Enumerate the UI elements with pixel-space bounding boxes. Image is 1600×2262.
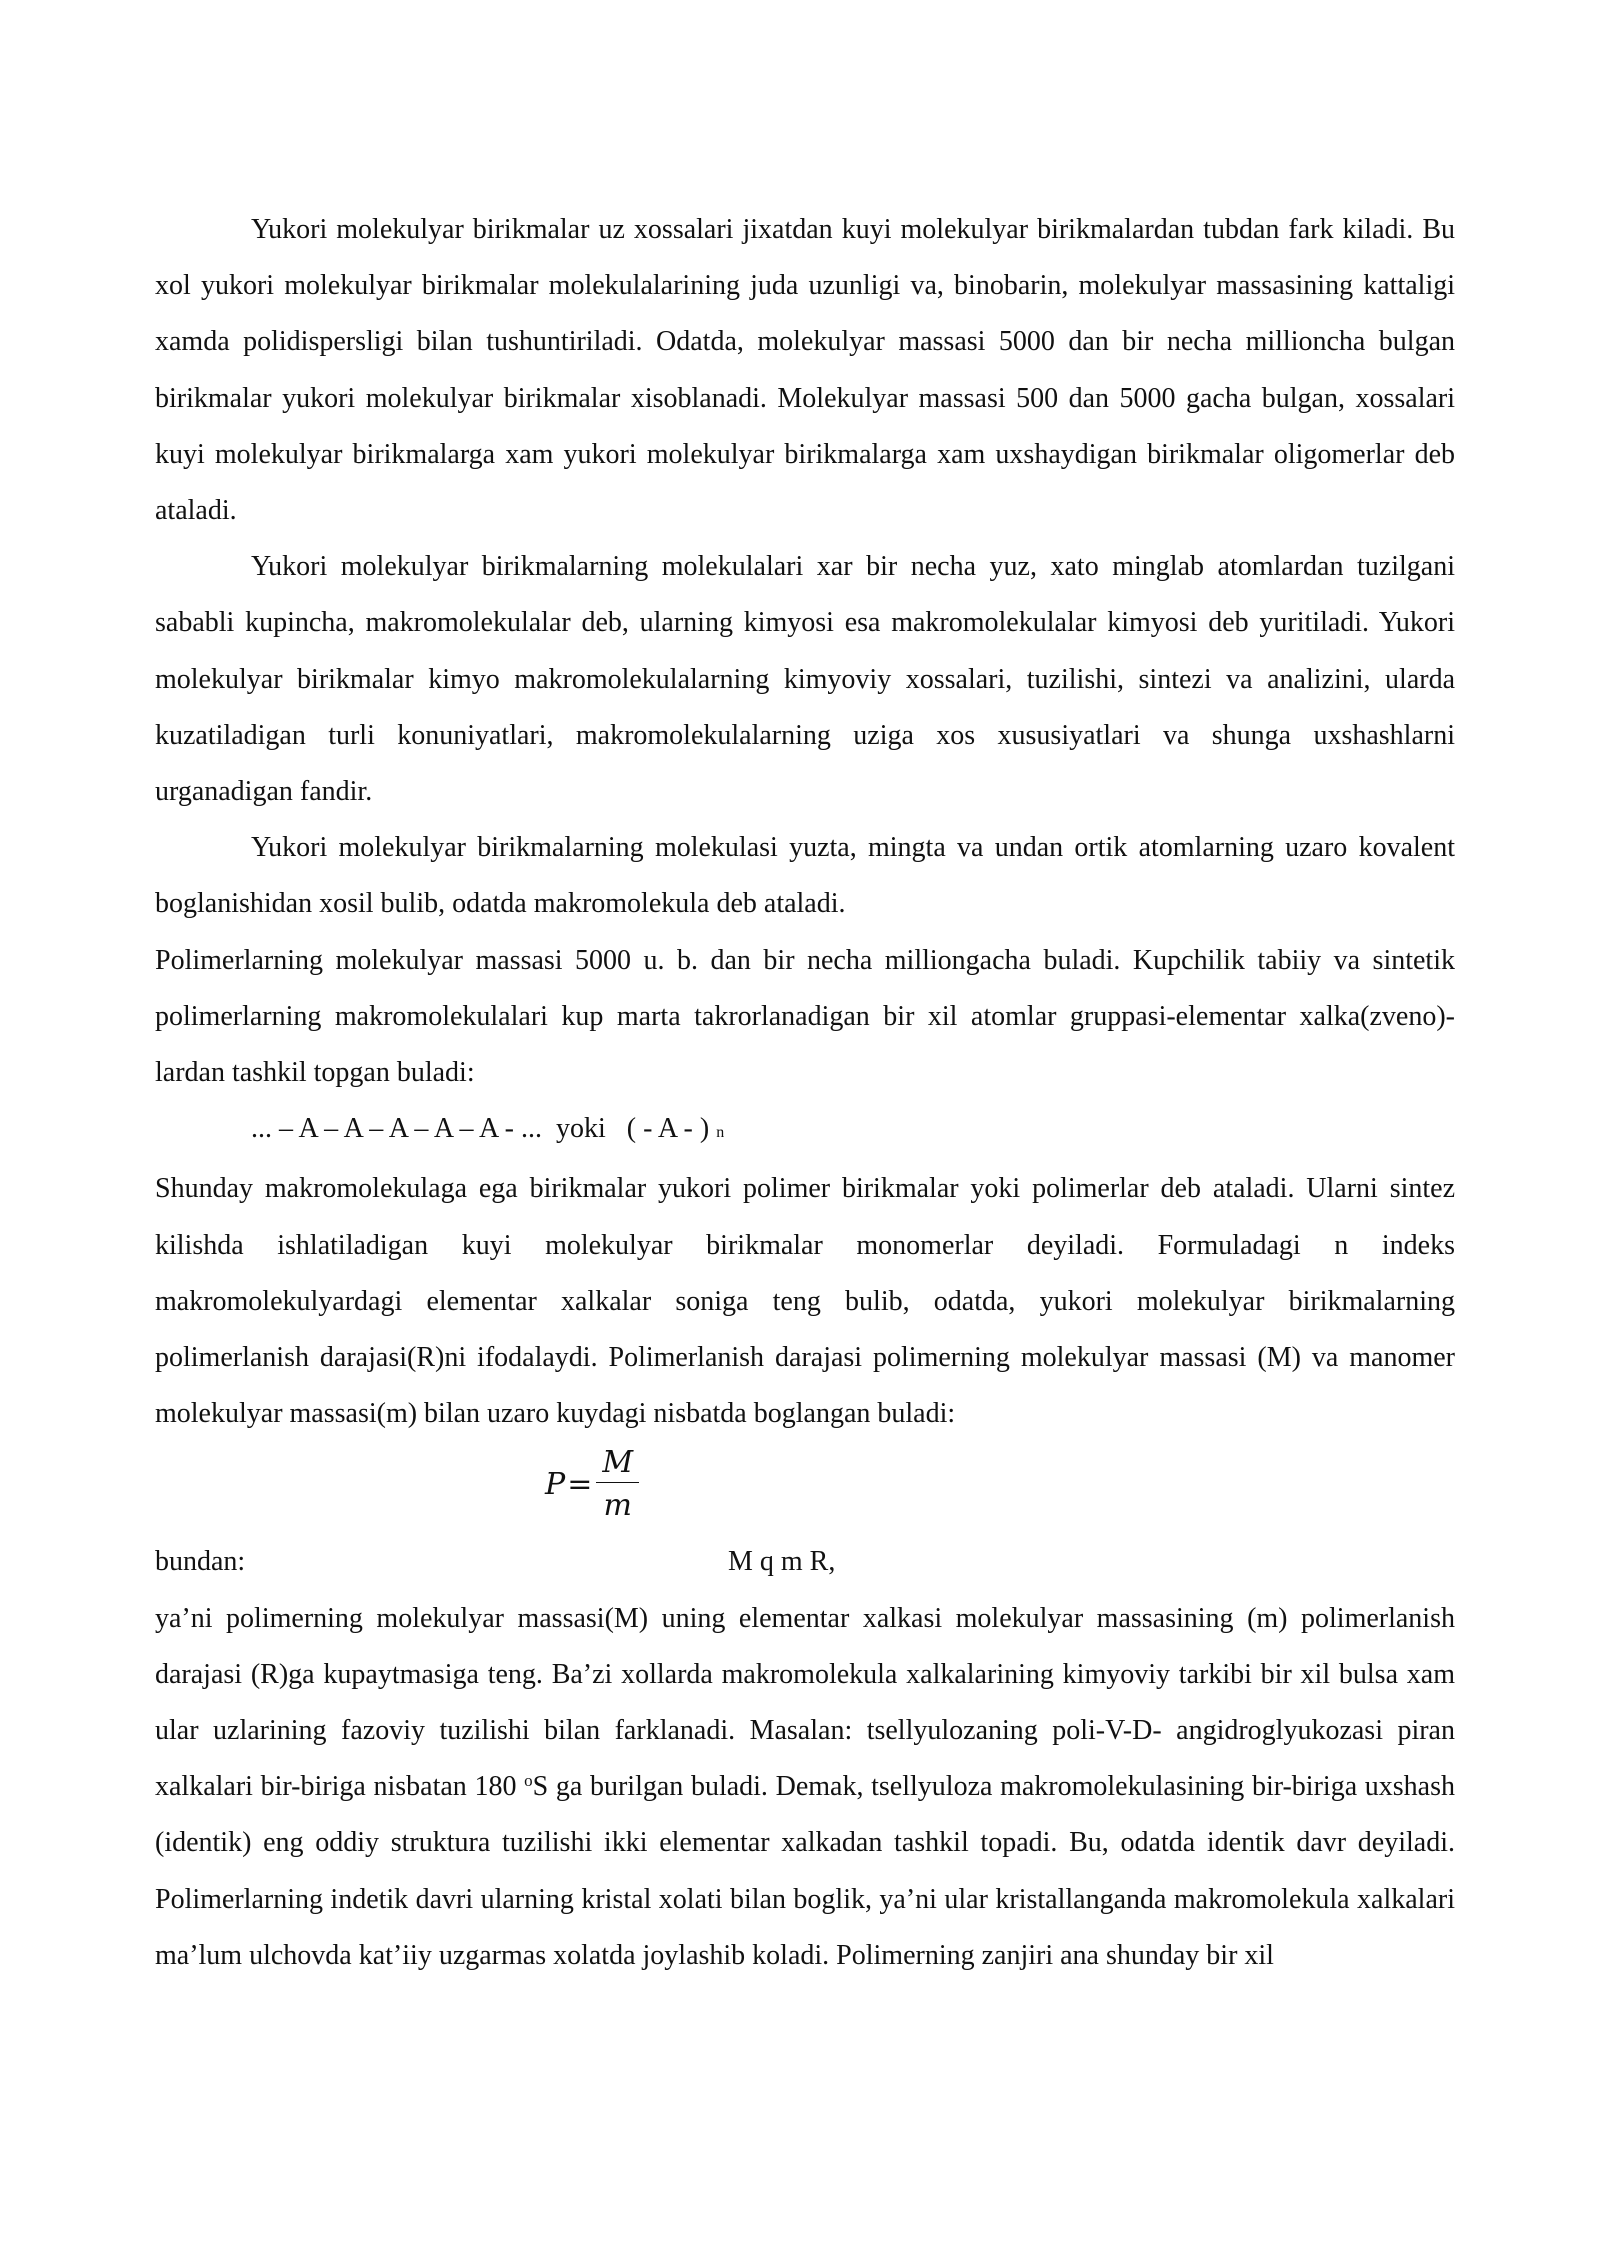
formula-equals: = [567, 1466, 593, 1502]
paragraph-identity-period-end: S ga burilgan buladi. Demak, tsellyuloza makromolekulasining bir-biriga uxshash (identik) eng oddiy struktura tuzilishi ikki elementar xalkadan tashkil topadi. Bu, odatda identik davr deyiladi. Polimerlarning indetik davri ularning kristal xolati bilan boglik, ya’ni ular kristallanganda makromolekula xalkalari ma’lum ulchovda kat’iiy uzgarmas xolatda joylashib koladi. Polimerning zanjiri ana shunday bir xil [155, 1771, 1456, 1971]
chain-formula [155, 1101, 1455, 1161]
document-page [155, 202, 1455, 1984]
formula-denominator: m [603, 1488, 632, 1524]
chain-formula-text: ... – A – A – A – A – A - ... yoki ( - A - ) [251, 1113, 717, 1145]
paragraph-macromolecule-definition: Yukori molekulyar birikmalarning molekulasi yuzta, mingta va undan ortik atomlarning uzaro kovalent boglanishidan xosil bulib, odatda makromolekula deb ataladi. [155, 832, 1455, 920]
paragraph-identity-period-start: ya’ni polimerning molekulyar massasi(M) uning elementar xalkasi molekulyar massasining (m) polimerlanish darajasi (R)ga kupaytmasiga teng. Ba’zi xollarda makromolekula xalkalarining kimyoviy tarkibi bir xil bulsa xam ular uzlarining fazoviy tuzilishi bilan farklanadi. Masalan: tsellyulozaning poli-V-D- angidroglyukozasi piran xalkalari bir-biriga nisbatan 180 [155, 1602, 1455, 1803]
bundan-expression: M q m R, [728, 1546, 836, 1578]
paragraph-polymers: Shunday makromolekulaga ega birikmalar yukori polimer birikmalar yoki polimerlar deb ataladi. Ularni sintez kilishda ishlatiladigan kuyi molekulyar birikmalar monomerlar deyiladi. Formuladagi n indeks makromolekulyardagi elementar xalkalar soniga teng bulib, odatda, yukori molekulyar birikmalarning polimerlanish darajasi(R)ni ifodalaydi. Polimerlanish darajasi polimerning molekulyar massasi (M) va manomer molekulyar massasi(m) bilan uzaro kuydagi nisbatda boglangan buladi: [155, 1173, 1455, 1430]
paragraph-identity-period [155, 1591, 1455, 1984]
formula-lhs: P [545, 1466, 566, 1502]
formula-block [155, 1442, 1455, 1534]
paragraph-intro: Yukori molekulyar birikmalar uz xossalari jixatdan kuyi molekulyar birikmalardan tubdan fark kiladi. Bu xol yukori molekulyar birikmalar molekulalarining juda uzunligi va, binobarin, molekulyar massasining kattaligi xamda polidispersligi bilan tushuntiriladi. Odatda, molekulyar massasi 5000 dan bir necha millioncha bulgan birikmalar yukori molekulyar birikmalar xisoblanadi. Molekulyar massasi 500 dan 5000 gacha bulgan, xossalari kuyi molekulyar birikmalarga xam yukori molekulyar birikmalarga xam uxshaydigan birikmalar oligomerlar deb ataladi. [155, 214, 1455, 527]
chain-formula-subscript: n [716, 1124, 725, 1142]
formula-fraction [596, 1445, 639, 1524]
bundan-label: bundan: [155, 1546, 246, 1578]
paragraph-macromolecules: Yukori molekulyar birikmalarning molekulalari xar bir necha yuz, xato minglab atomlardan tuzilgani sababli kupincha, makromolekulalar deb, ularning kimyosi esa makromolekulalar kimyosi deb yuritiladi. Yukori molekulyar birikmalar kimyo makromolekulalarning kimyoviy xossalari, tuzilishi, sintezi va analizini, ularda kuzatiladigan turli konuniyatlari, makromolekulalarning uziga xos xususiyatlari va shunga uxshashlarni urganadigan fandir. [155, 551, 1455, 808]
formula-numerator: M [596, 1448, 639, 1483]
degree-superscript: o [524, 1771, 533, 1791]
polymerization-degree-formula [545, 1445, 639, 1524]
bundan-line [155, 1534, 1455, 1590]
paragraph-polymer-mass: Polimerlarning molekulyar massasi 5000 u. b. dan bir necha milliongacha buladi. Kupchilik tabiiy va sintetik polimerlarning makromolekulalari kup marta takrorlanadigan bir xil atomlar gruppasi-elementar xalka(zveno)-lardan tashkil topgan buladi: [155, 944, 1455, 1089]
